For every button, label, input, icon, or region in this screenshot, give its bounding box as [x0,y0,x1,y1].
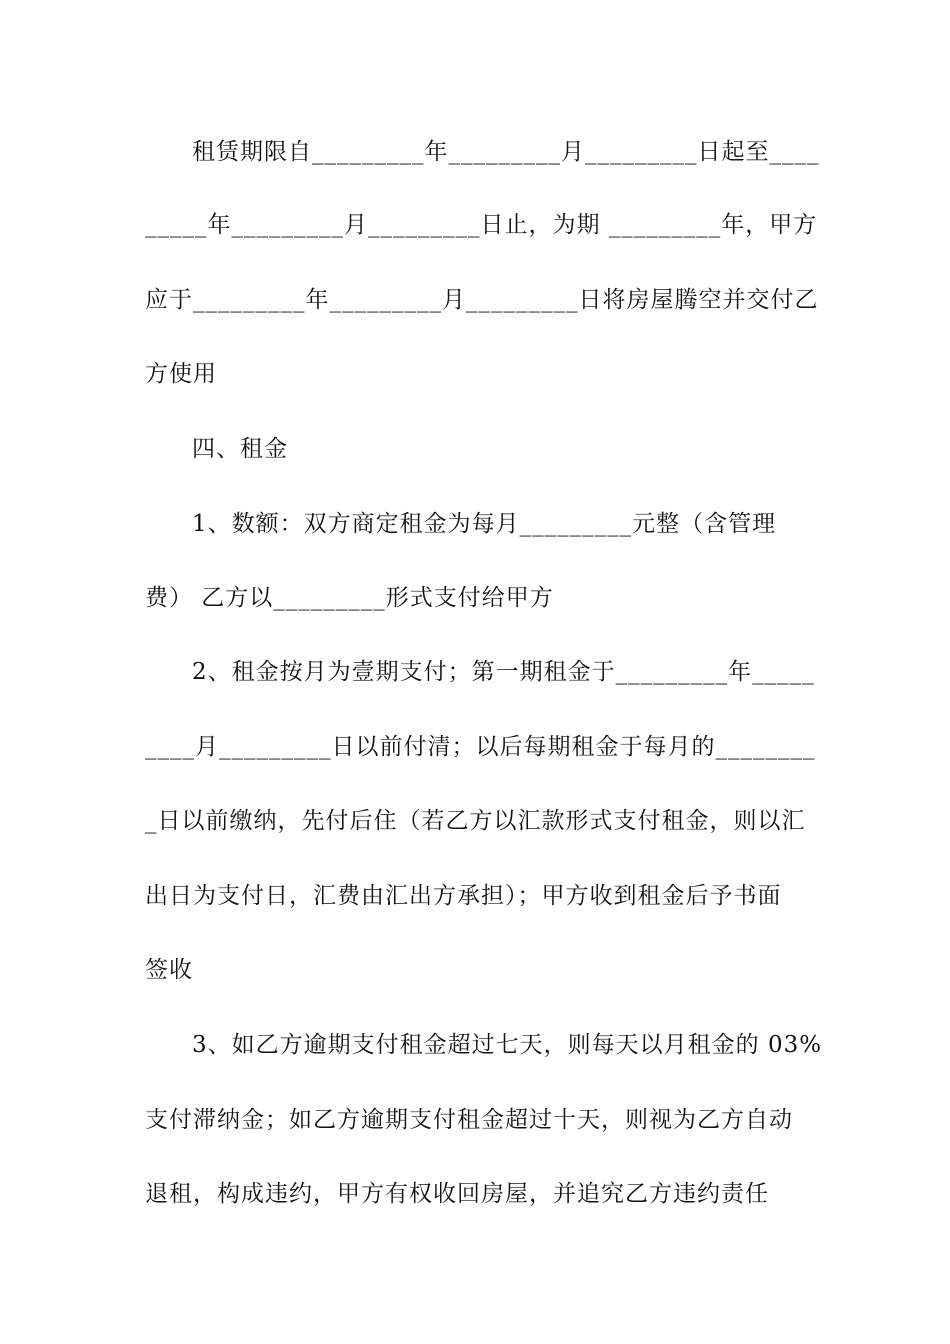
text-line [0,1100,950,1140]
text-line [0,578,950,618]
clause-3-line-1: 3、如乙方逾期支付租金超过七天，则每天以月租金的 03% [192,1032,823,1058]
text-line [0,652,950,692]
text-line [0,429,950,469]
text-line [0,1025,950,1065]
text-line [0,354,950,394]
clause-2-line-2: ____月_________日以前付清；以后每期租金于每月的________ [145,734,816,760]
lease-term-line-3: 应于_________年_________月_________日将房屋腾空并交付乙 [145,287,819,313]
clause-2-line-1: 2、租金按月为壹期支付；第一期租金于_________年_____ [192,659,815,685]
clause-1-line-2: 费） 乙方以_________形式支付给甲方 [145,585,554,611]
text-line [0,205,950,245]
lease-term-line-1: 租赁期限自_________年_________月_________日起至____ [192,139,820,165]
section-heading-rent: 四、租金 [192,436,288,462]
text-line [0,950,950,990]
lease-term-line-2: _____年_________月_________日止，为期 _________年，甲方 [145,212,818,238]
lease-term-line-4: 方使用 [145,361,217,387]
text-line [0,280,950,320]
clause-3-line-2: 支付滞纳金；如乙方逾期支付租金超过十天，则视为乙方自动 [145,1107,793,1133]
text-line [0,876,950,916]
clause-3-line-3: 退租，构成违约，甲方有权收回房屋，并追究乙方违约责任 [145,1181,769,1207]
text-line [0,801,950,841]
clause-1-line-1: 1、数额：双方商定租金为每月_________元整（含管理 [192,511,777,537]
text-line [0,727,950,767]
clause-2-line-3: _日以前缴纳，先付后住（若乙方以汇款形式支付租金，则以汇 [145,808,806,834]
text-line [0,1174,950,1214]
text-line [0,504,950,544]
text-line [0,132,950,172]
clause-2-line-5: 签收 [145,957,193,983]
clause-2-line-4: 出日为支付日，汇费由汇出方承担）；甲方收到租金后予书面 [145,883,782,909]
